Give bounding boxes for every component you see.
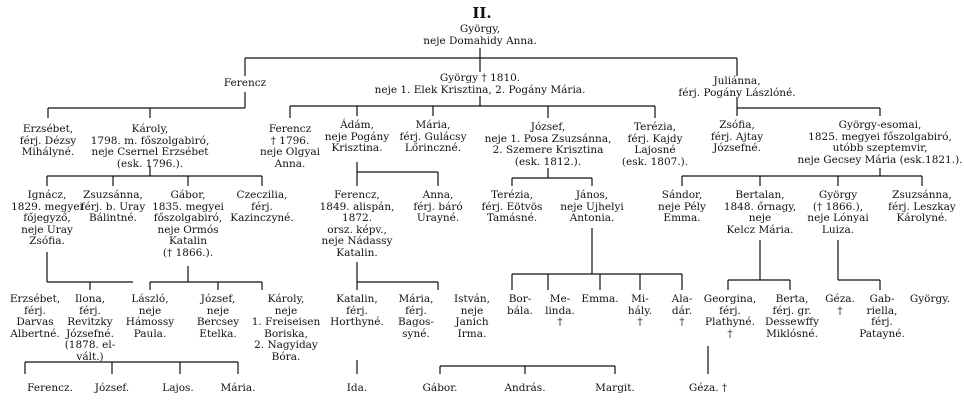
gen4-melinda: Me- linda. † xyxy=(545,293,575,328)
gen5-gabor: Gábor. xyxy=(422,382,458,394)
gen3-zsuzsanna: Zsuzsánna, férj. b. Uray Bálintné. xyxy=(80,189,146,224)
gen3-ignacz: Ignácz, 1829. megyei főjegyző, neje Uray Zsófia. xyxy=(11,189,83,247)
gen1-gyorgy: György † 1810. neje 1. Elek Krisztina, 2. Pogány Mária. xyxy=(374,72,586,96)
gen2-jozsef: József, neje 1. Posa Zsuzsánna, 2. Szemere Krisztina (esk. 1812.). xyxy=(484,121,612,168)
gen4-gabriella: Gab- riella, férj. Patayné. xyxy=(859,293,905,340)
gen4-laszlo: László, neje Hámossy Paula. xyxy=(125,293,175,340)
gen4-katalin: Katalin, férj. Horthyné. xyxy=(330,293,384,328)
gen4-georgina: Georgina, férj. Plathyné. † xyxy=(703,293,757,340)
gen5-ferencz: Ferencz. xyxy=(27,382,73,394)
gen3-czeczilia: Czeczilia, férj. Kazinczyné. xyxy=(230,189,294,224)
gen2-gyorgy-esomai: György-esomai, 1825. megyei főszolgabiró, utóbb szeptemvir, neje Gecsey Mária (esk.1821.). xyxy=(797,119,963,166)
gen3-bertalan: Bertalan, 1848. őrnagy, neje Kelcz Mária. xyxy=(723,189,797,236)
gen3-ferencz: Ferencz, 1849. alispán, 1872. orsz. képv., neje Nádassy Katalin. xyxy=(319,189,395,259)
gen4-berta: Berta, férj. gr. Dessewffy Miklósné. xyxy=(764,293,820,340)
gen2-adam: Ádám, neje Pogány Krisztina. xyxy=(324,119,390,154)
gen4-karoly: Károly, neje 1. Freiseisen Boriska, 2. Nagyiday Bóra. xyxy=(251,293,321,363)
gen4-jozsef: József, neje Bercsey Etelka. xyxy=(196,293,240,340)
gen5-lajos: Lajos. xyxy=(162,382,194,394)
gen2-zsofia: Zsófia, férj. Ajtay Józsefné. xyxy=(710,119,764,154)
gen2-maria: Mária, férj. Gulácsy Lőrinczné. xyxy=(399,119,467,154)
gen4-istvan: István, neje Janich Irma. xyxy=(453,293,491,340)
gen1-julianna: Juliánna, férj. Pogány Lászlóné. xyxy=(678,75,796,99)
root-person: György, neje Domahidy Anna. xyxy=(423,23,537,47)
gen3-zsuzsanna-leszkay: Zsuzsánna, férj. Leszkay Károlyné. xyxy=(888,189,956,224)
gen2-erzsebet: Erzsébet, férj. Dézsy Mihályné. xyxy=(19,123,77,158)
gen2-ferencz: Ferencz † 1796. neje Olgyai Anna. xyxy=(259,123,321,170)
gen4-erzsebet: Erzsébet, férj. Darvas Albertné. xyxy=(9,293,61,340)
page-heading: II. xyxy=(472,4,492,22)
gen3-gabor: Gábor, 1835. megyei főszolgabiró, neje Ormós Katalin († 1866.). xyxy=(152,189,224,259)
gen4-maria: Mária, férj. Bagos- syné. xyxy=(398,293,434,340)
gen4-borbala: Bor- bála. xyxy=(507,293,533,317)
gen1-ferencz: Ferencz xyxy=(223,77,267,89)
gen3-anna: Anna, férj. báró Urayné. xyxy=(413,189,463,224)
gen2-karoly: Károly, 1798. m. főszolgabiró, neje Csernel Erzsébet (esk. 1796.). xyxy=(90,123,210,170)
gen3-sandor: Sándor, neje Pély Emma. xyxy=(658,189,706,224)
gen4-geza: Géza. † xyxy=(825,293,855,317)
gen5-andras: András. xyxy=(504,382,546,394)
gen5-geza: Géza. † xyxy=(688,382,728,394)
gen3-terezia: Terézia, férj. Eötvös Tamásné. xyxy=(481,189,543,224)
gen4-gyorgy: György. xyxy=(909,293,951,305)
gen5-jozsef: József. xyxy=(94,382,130,394)
gen3-gyorgy: György († 1866.), neje Lónyai Luiza. xyxy=(807,189,869,236)
gen5-margit: Margit. xyxy=(595,382,635,394)
gen4-mihaly: Mi- hály. † xyxy=(627,293,653,328)
gen4-emma: Emma. xyxy=(581,293,619,305)
gen5-maria: Mária. xyxy=(220,382,256,394)
gen3-janos: János, neje Ujhelyi Antonia. xyxy=(560,189,624,224)
gen2-terezia: Terézia, férj. Kajdy Lajosné (esk. 1807.). xyxy=(621,121,689,168)
gen4-aladar: Ala- dár. † xyxy=(671,293,693,328)
gen5-ida: Ida. xyxy=(346,382,368,394)
gen4-ilona: Ilona, férj. Revitzky Józsefné. (1878. el- vált.) xyxy=(64,293,116,363)
